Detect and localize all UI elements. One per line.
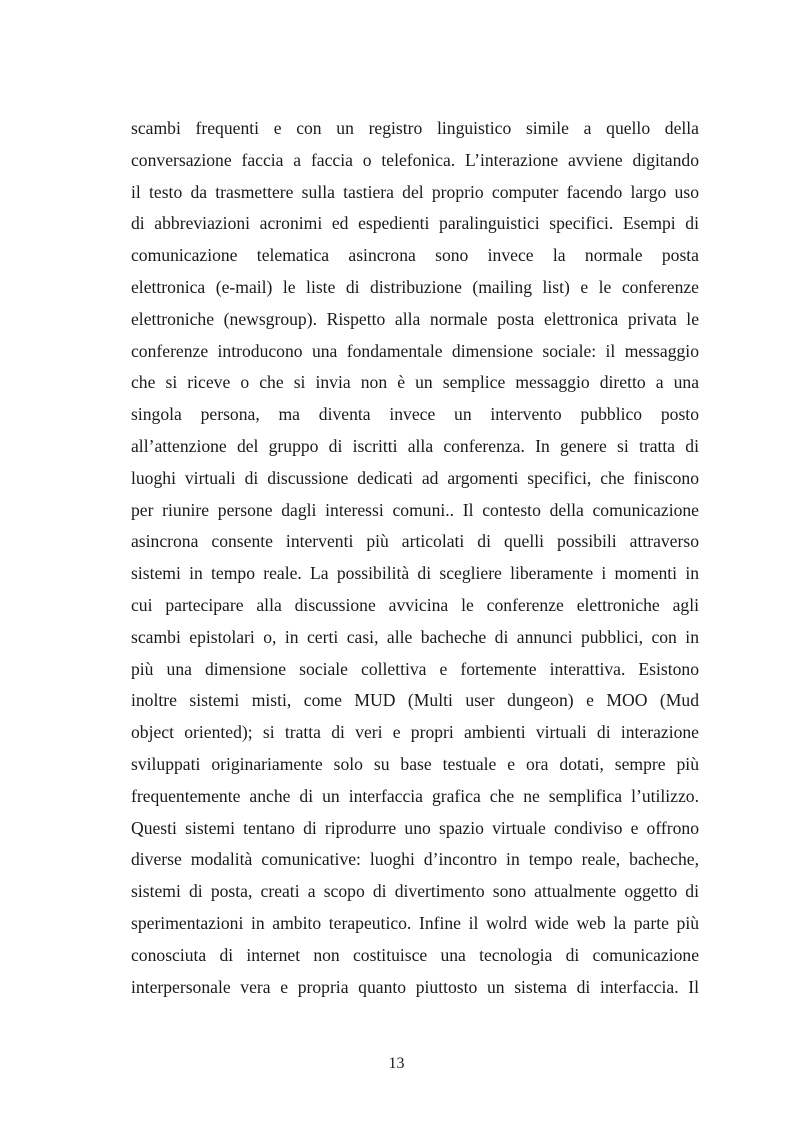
text-line: singola persona, ma diventa invece un intervento pubblico posto [131,404,699,425]
text-line: scambi epistolari o, in certi casi, alle bacheche di annunci pubblici, con in [131,626,699,647]
body-text [131,113,699,1003]
text-line: il testo da trasmettere sulla tastiera del proprio computer facendo largo uso [131,181,699,202]
text-line: sistemi in tempo reale. La possibilità di scegliere liberamente i momenti in [131,563,699,584]
text-line: comunicazione telematica asincrona sono invece la normale posta [131,245,699,266]
text-line: frequentemente anche di un interfaccia grafica che ne semplifica l’utilizzo. [131,785,699,806]
text-line: elettroniche (newsgroup). Rispetto alla normale posta elettronica privata le [131,308,699,329]
text-line: conversazione faccia a faccia o telefonica. L’interazione avviene digitando [131,149,699,170]
text-line: sistemi di posta, creati a scopo di divertimento sono attualmente oggetto di [131,881,699,902]
text-line: per riunire persone dagli interessi comuni.. Il contesto della comunicazione [131,499,699,520]
text-line: sviluppati originariamente solo su base testuale e ora dotati, sempre più [131,753,699,774]
page-number: 13 [388,1055,405,1072]
text-line: inoltre sistemi misti, come MUD (Multi user dungeon) e MOO (Mud [131,690,699,711]
text-line: sperimentazioni in ambito terapeutico. Infine il wolrd wide web la parte più [131,912,699,933]
text-line: interpersonale vera e propria quanto piuttosto un sistema di interfaccia. Il [131,976,699,997]
text-line: conosciuta di internet non costituisce una tecnologia di comunicazione [131,944,699,965]
text-line: più una dimensione sociale collettiva e fortemente interattiva. Esistono [131,658,699,679]
text-line: asincrona consente interventi più articolati di quelli possibili attraverso [131,531,699,552]
text-line: cui partecipare alla discussione avvicina le conferenze elettroniche agli [131,594,699,615]
text-line: all’attenzione del gruppo di iscritti alla conferenza. In genere si tratta di [131,435,699,456]
text-line: diverse modalità comunicative: luoghi d’incontro in tempo reale, bacheche, [131,849,699,870]
text-line: object oriented); si tratta di veri e propri ambienti virtuali di interazione [131,722,699,743]
text-line: scambi frequenti e con un registro linguistico simile a quello della [131,118,699,138]
text-line: Questi sistemi tentano di riprodurre uno spazio virtuale condiviso e offrono [131,817,699,838]
text-line: di abbreviazioni acronimi ed espedienti paralinguistici specifici. Esempi di [131,213,699,234]
text-line: elettronica (e-mail) le liste di distribuzione (mailing list) e le conferenze [131,276,699,297]
text-line: conferenze introducono una fondamentale dimensione sociale: il messaggio [131,340,699,361]
text-line: che si riceve o che si invia non è un semplice messaggio diretto a una [131,372,699,393]
text-line: luoghi virtuali di discussione dedicati ad argomenti specifici, che finiscono [131,467,699,488]
